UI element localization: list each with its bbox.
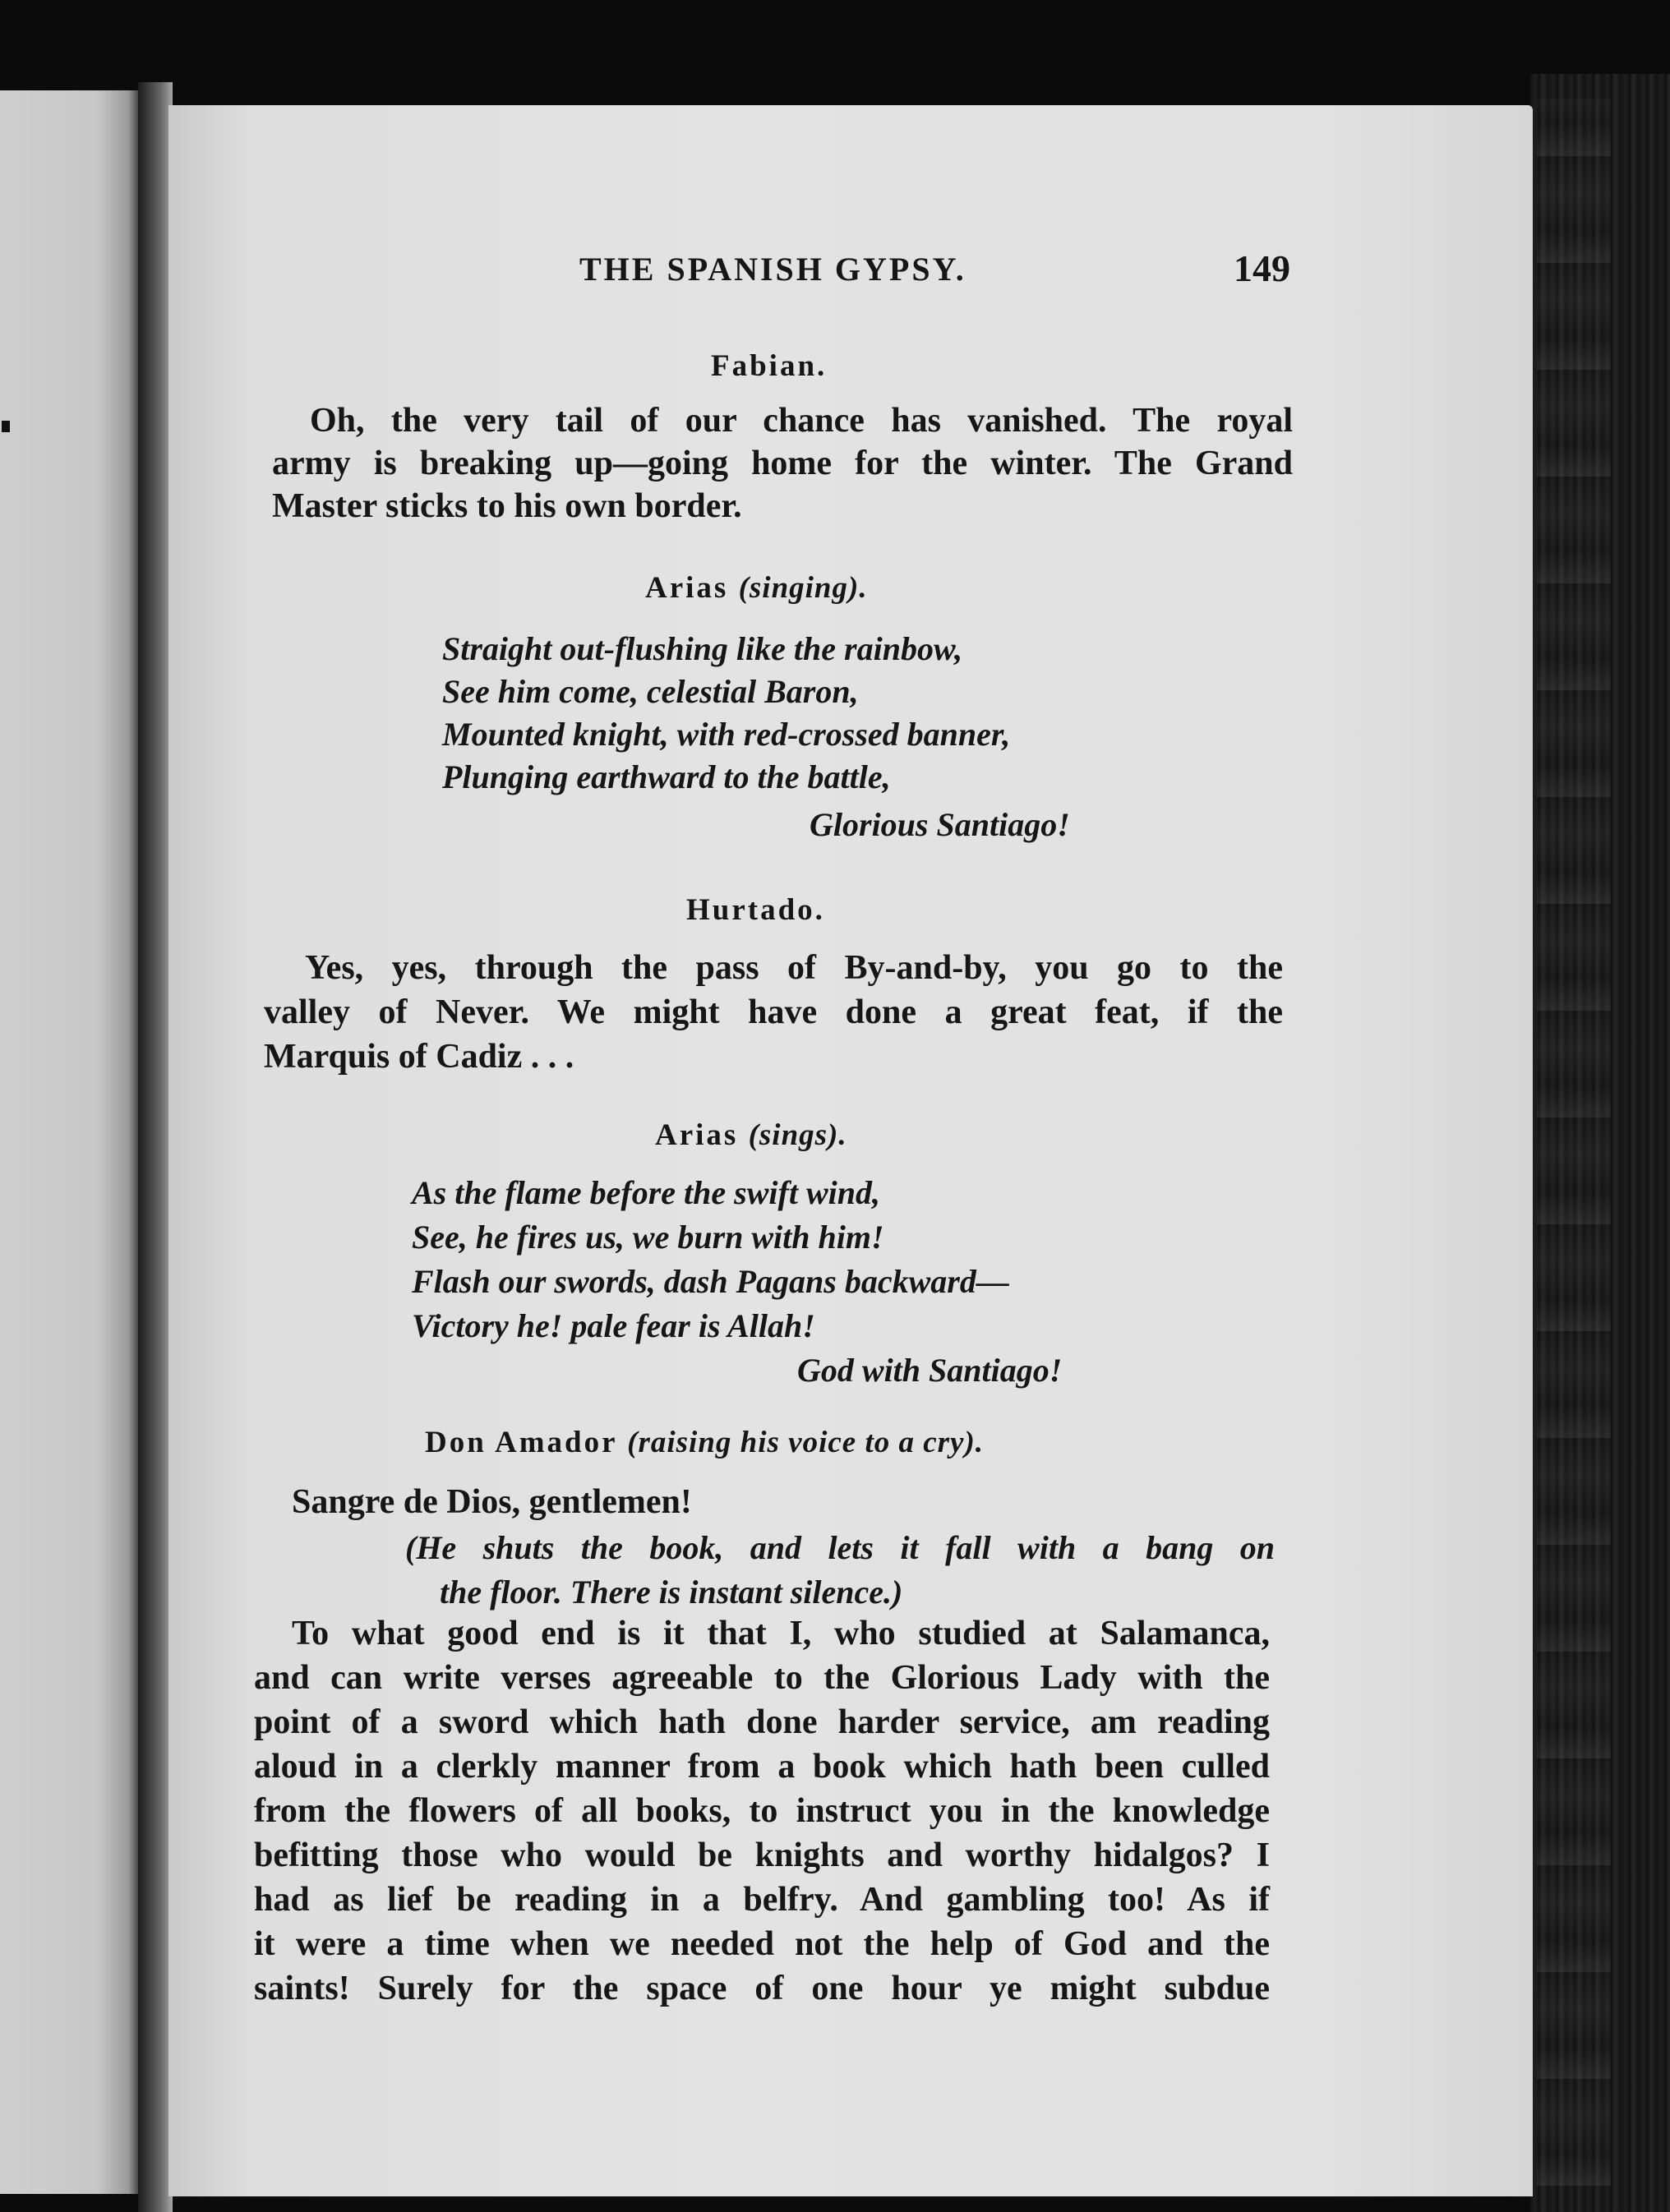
hurtado-line-3: Marquis of Cadiz . . . [264,1038,574,1076]
amador-line: had as lief be reading in a belfry. And gambling too! As if [254,1881,1270,1919]
amador-line: from the flowers of all books, to instruct you in the knowledge [254,1792,1270,1830]
facing-page-edge [0,90,140,2194]
fabian-line-2: army is breaking up—going home for the winter. The Grand [272,445,1293,482]
verse-line: Flash our swords, dash Pagans backward— [412,1263,1009,1300]
hurtado-line-1: Yes, yes, through the pass of By-and-by, you go to the [305,949,1283,987]
running-title: THE SPANISH GYPSY. [579,251,966,288]
fabian-line-3: Master sticks to his own border. [272,487,742,525]
stage-direction-line: (He shuts the book, and lets it fall with a bang on [405,1529,1275,1566]
amador-line: aloud in a clerkly manner from a book which hath been culled [254,1748,1270,1786]
speaker-hurtado: Hurtado. [686,893,825,927]
speaker-direction: (sings). [748,1118,847,1152]
verse-line: Plunging earthward to the battle, [442,758,891,795]
amador-line: it were a time when we needed not the help of God and the [254,1925,1270,1963]
speaker-arias-2 [655,1118,847,1153]
hurtado-line-2: valley of Never. We might have done a great feat, if the [264,993,1283,1031]
verse-line: Straight out-flushing like the rainbow, [442,630,963,667]
speaker-don-amador [425,1425,984,1460]
amador-line: To what good end is it that I, who studied at Salamanca, [292,1615,1270,1652]
speaker-name: Arias [655,1118,739,1152]
speaker-direction: (raising his voice to a cry). [627,1426,985,1459]
page-number: 149 [1234,247,1290,289]
verse-line: See him come, celestial Baron, [442,673,859,710]
speaker-name: Arias [645,571,729,605]
fabian-line-1: Oh, the very tail of our chance has vanished. The royal [310,402,1293,440]
speaker-name: Don Amador [425,1426,617,1459]
verse-line: Mounted knight, with red-crossed banner, [442,716,1011,753]
verse-line: God with Santiago! [797,1352,1063,1389]
verse-line: See, he fires us, we burn with him! [412,1219,884,1256]
stage-direction-line: the floor. There is instant silence.) [440,1574,903,1611]
facing-page-mark [2,421,10,432]
amador-line: point of a sword which hath done harder service, am reading [254,1703,1270,1741]
book-page [168,105,1533,2196]
speaker-direction: (singing). [738,571,868,605]
verse-line: Victory he! pale fear is Allah! [412,1307,815,1344]
speaker-fabian: Fabian. [711,349,828,383]
verse-line: As the flame before the swift wind, [412,1174,880,1211]
verse-line: Glorious Santiago! [810,806,1070,843]
amador-line: befitting those who would be knights and worthy hidalgos? I [254,1836,1270,1874]
amador-line: and can write verses agreeable to the Glorious Lady with the [254,1659,1270,1697]
book-gutter [138,82,173,2212]
amador-line: saints! Surely for the space of one hour ye might subdue [254,1970,1270,2007]
amador-opening: Sangre de Dios, gentlemen! [292,1483,692,1521]
speaker-arias-1 [645,570,868,606]
